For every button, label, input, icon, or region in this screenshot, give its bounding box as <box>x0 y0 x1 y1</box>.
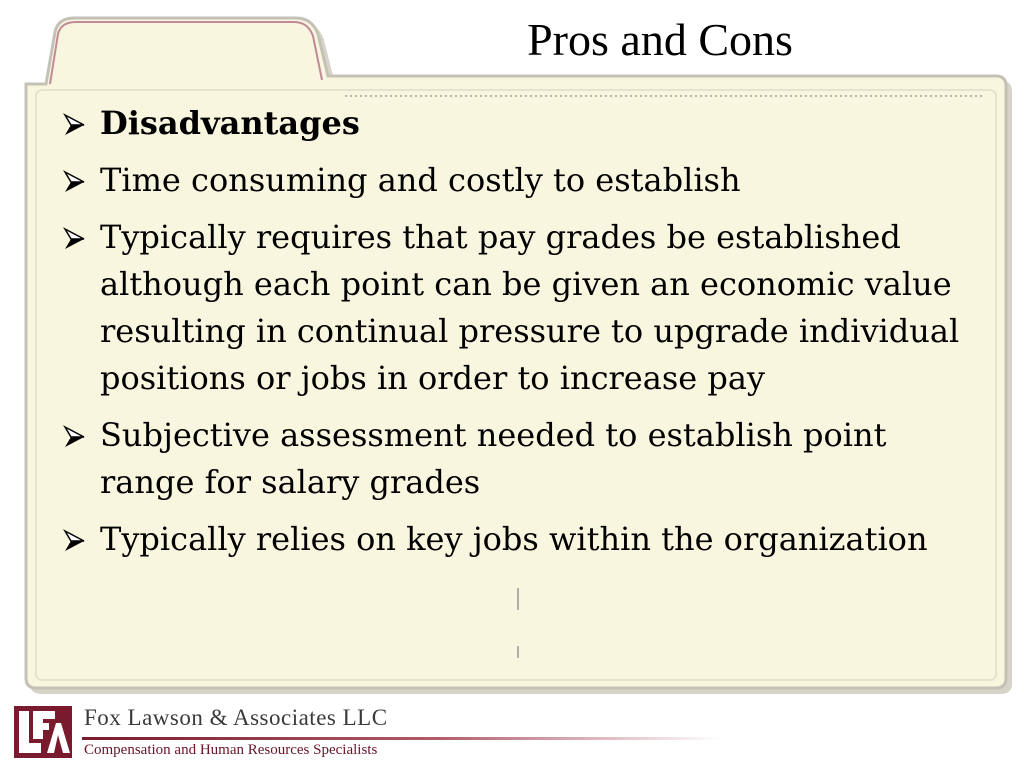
arrow-bullet-icon <box>62 528 88 554</box>
bullet-item <box>62 516 962 563</box>
arrow-bullet-icon <box>62 226 88 252</box>
arrow-bullet-icon <box>62 424 88 450</box>
bullet-text: Typically relies on key jobs within the organization <box>100 520 928 558</box>
footer-divider <box>82 737 722 740</box>
bullet-text: Subjective assessment needed to establish point range for salary grades <box>100 416 887 501</box>
bullet-text: Disadvantages <box>100 104 360 142</box>
company-tagline: Compensation and Human Resources Specialists <box>84 742 378 758</box>
arrow-bullet-icon <box>62 169 88 195</box>
fla-logo-icon <box>14 706 72 758</box>
bullet-text: Typically requires that pay grades be established although each point can be given an economic value resulting in continual pressure to upgrade individual positions or jobs in order to increase pay <box>100 218 960 397</box>
bullet-item <box>62 157 962 204</box>
company-name: Fox Lawson & Associates LLC <box>84 705 388 730</box>
cursor-mark <box>517 588 519 610</box>
bullet-item <box>62 214 962 402</box>
bullet-item <box>62 100 962 147</box>
arrow-bullet-icon <box>62 112 88 138</box>
slide-title: Pros and Cons <box>527 14 793 65</box>
cursor-mark <box>517 646 519 658</box>
bullet-list <box>62 100 962 573</box>
bullet-text: Time consuming and costly to establish <box>100 161 741 199</box>
bullet-item <box>62 412 962 506</box>
